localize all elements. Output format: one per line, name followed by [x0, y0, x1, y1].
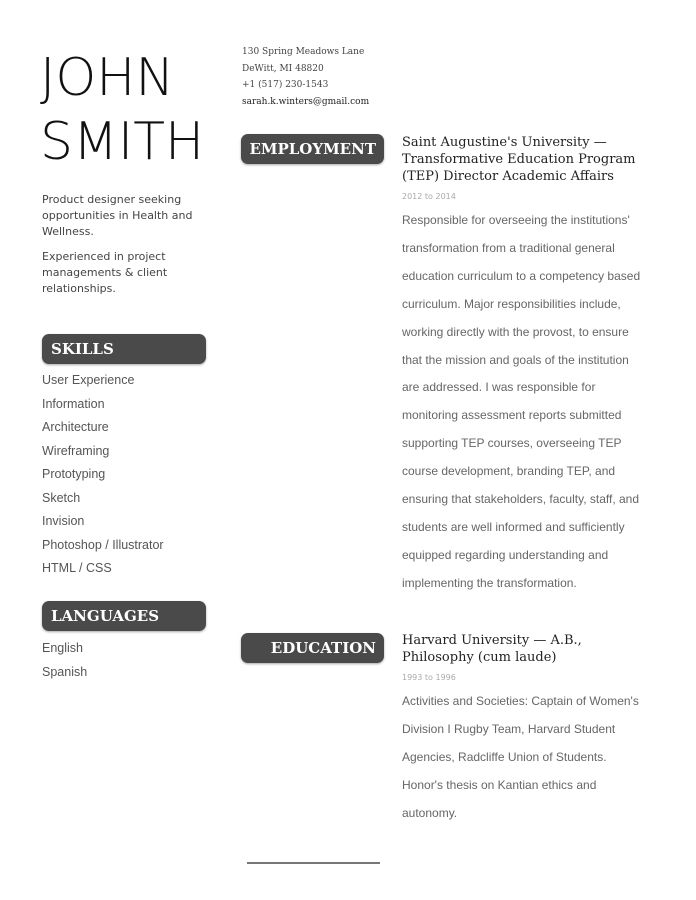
- degree-title: [402, 632, 662, 666]
- contact-info: [242, 44, 442, 110]
- summary-line: Wellness.: [42, 225, 94, 238]
- body-line: curriculum. Major responsibilities include,: [402, 296, 621, 311]
- body-line: supporting TEP courses, overseeing TEP: [402, 436, 622, 451]
- email-address[interactable]: sarah.k.winters@gmail.com: [242, 96, 370, 107]
- employment-entry: [402, 134, 662, 598]
- body-line: Division I Rugby Team, Harvard Student: [402, 721, 616, 736]
- skill-item: Information: [42, 396, 105, 411]
- skill-item: Photoshop / Illustrator: [42, 537, 164, 552]
- degree-title-line: Philosophy (cum laude): [402, 650, 557, 665]
- phone-number: +1 (517) 230-1543: [242, 80, 329, 90]
- education-description: [402, 688, 662, 828]
- skills-heading: SKILLS: [42, 334, 206, 364]
- education-dates: 1993 to 1996: [402, 673, 456, 682]
- education-entry: [402, 632, 662, 828]
- job-title: [402, 134, 662, 185]
- body-line: autonomy.: [402, 805, 458, 820]
- languages-heading: LANGUAGES: [42, 601, 206, 631]
- skill-item: User Experience: [42, 373, 135, 387]
- body-line: monitoring assessment reports submitted: [402, 408, 622, 423]
- job-title-line: (TEP) Director Academic Affairs: [402, 169, 614, 184]
- skill-item: HTML / CSS: [42, 561, 112, 575]
- job-title-line: Transformative Education Program: [402, 152, 636, 167]
- body-line: students are well informed and sufficiently: [402, 519, 625, 534]
- degree-title-line: Harvard University — A.B.,: [402, 633, 582, 648]
- address-line: DeWitt, MI 48820: [242, 63, 324, 74]
- job-dates: 2012 to 2014: [402, 192, 456, 201]
- candidate-name: [40, 46, 220, 174]
- body-line: course development, branding TEP, and: [402, 464, 616, 479]
- body-line: Agencies, Radcliffe Union of Students.: [402, 749, 607, 764]
- skill-item: Architecture: [42, 420, 109, 434]
- employment-heading: EMPLOYMENT: [241, 134, 384, 164]
- summary-paragraph: [42, 192, 212, 240]
- body-line: are addressed. I was responsible for: [402, 380, 596, 395]
- skill-item: Sketch: [42, 490, 81, 505]
- body-line: transformation from a traditional general: [402, 240, 615, 255]
- summary-line: relationships.: [42, 282, 116, 295]
- first-name: JOHN: [40, 48, 175, 108]
- job-title-line: Saint Augustine's University —: [402, 135, 607, 150]
- language-item: Spanish: [42, 664, 88, 679]
- body-line: that the mission and goals of the institution: [402, 352, 629, 367]
- body-line: equipped regarding understanding and: [402, 547, 609, 562]
- job-description: [402, 207, 662, 598]
- body-line: ensuring that stakeholders, faculty, staff, and: [402, 492, 640, 507]
- section-divider: [247, 862, 380, 864]
- summary-line: managements & client: [42, 266, 168, 279]
- skill-item: Invision: [42, 514, 85, 528]
- skill-item: Wireframing: [42, 443, 110, 458]
- skill-item: Prototyping: [42, 467, 106, 481]
- body-line: education curriculum to a competency based: [402, 268, 641, 283]
- skills-list: [42, 369, 212, 581]
- summary-line: Experienced in project: [42, 250, 166, 263]
- body-line: implementing the transformation.: [402, 575, 577, 590]
- body-line: Responsible for overseeing the institutions': [402, 213, 630, 227]
- summary-line: opportunities in Health and: [42, 209, 193, 222]
- education-heading: EDUCATION: [241, 633, 384, 663]
- profile-summary: [42, 192, 212, 306]
- last-name: SMITH: [40, 112, 205, 172]
- body-line: working directly with the provost, to ensure: [402, 324, 629, 339]
- language-item: English: [42, 641, 83, 655]
- summary-paragraph: [42, 249, 212, 297]
- languages-list: [42, 637, 212, 684]
- body-line: Honor's thesis on Kantian ethics and: [402, 777, 597, 792]
- address-line: 130 Spring Meadows Lane: [242, 47, 365, 57]
- body-line: Activities and Societies: Captain of Women's: [402, 694, 639, 708]
- summary-line: Product designer seeking: [42, 193, 182, 206]
